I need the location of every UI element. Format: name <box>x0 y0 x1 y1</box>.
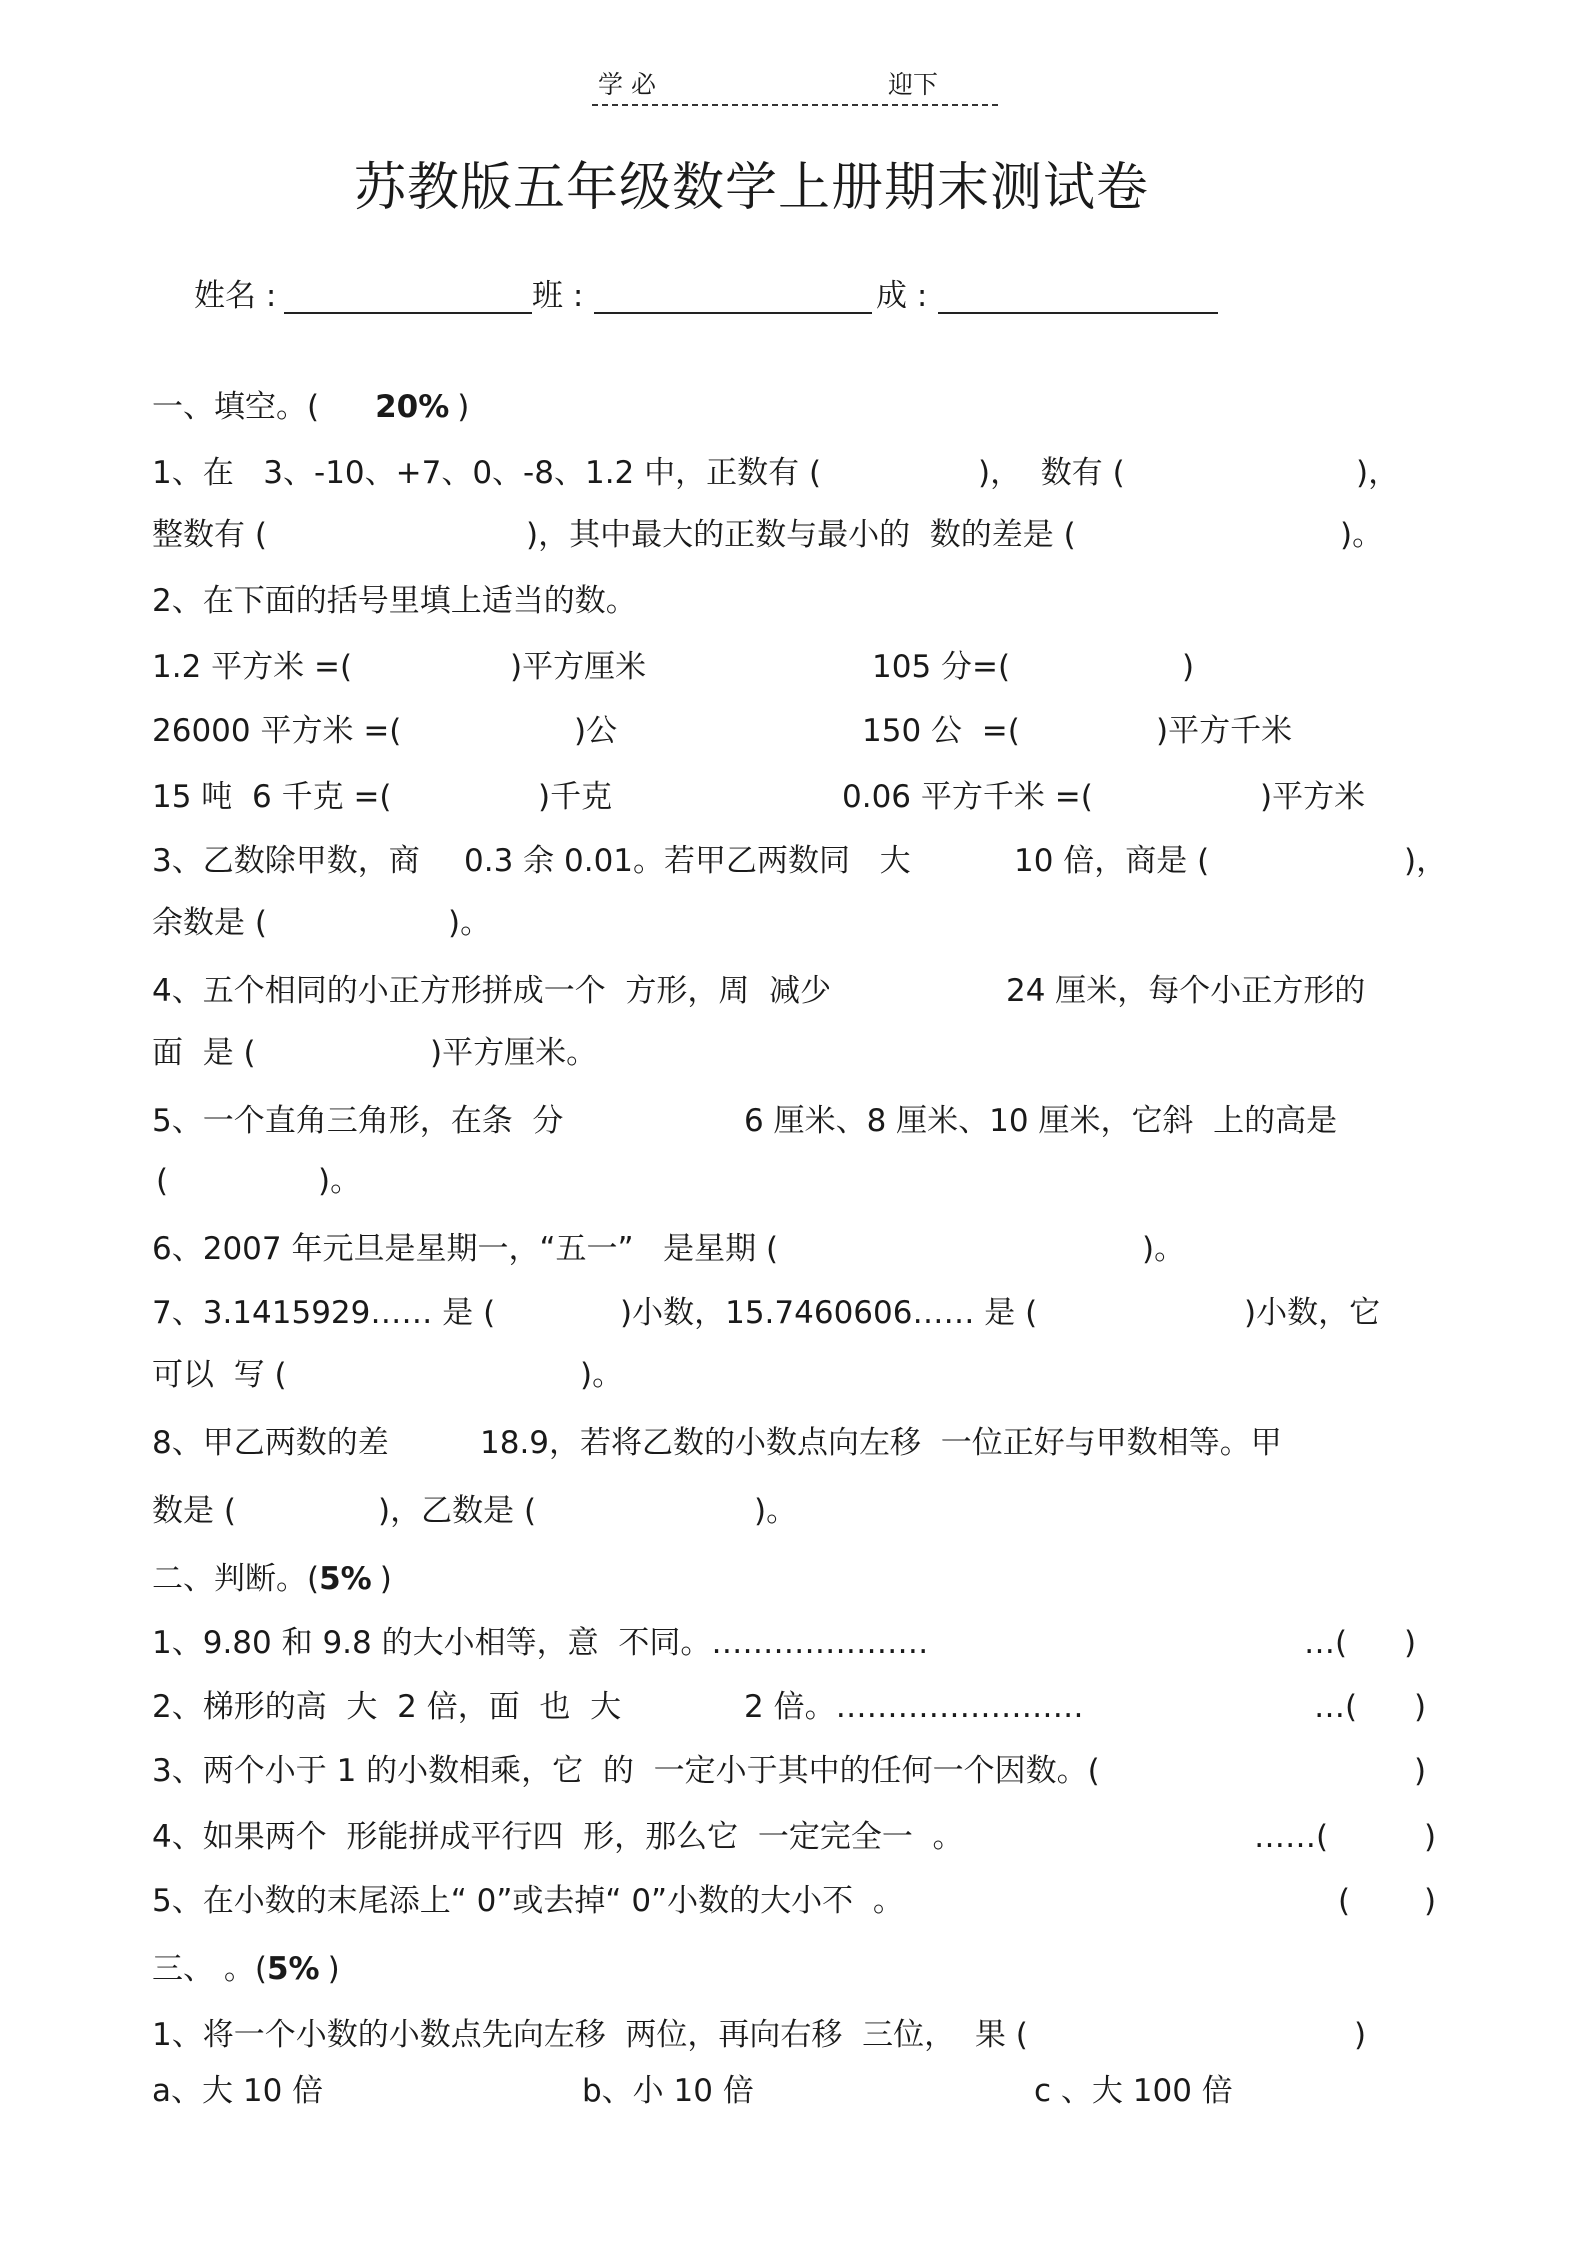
q2a-text-2: )平方厘米 <box>510 649 647 685</box>
header-left-word: 学 必 <box>598 70 656 99</box>
choice-option-c[interactable]: c 、大 100 倍 <box>1034 2073 1233 2109</box>
class-label: 班 : <box>532 278 584 314</box>
judge-3-text: 3、两个小于 1 的小数相乘，它 的 一定小于其中的任何一个因数。( <box>152 1753 1100 1789</box>
judge-5-close: ) <box>1424 1883 1437 1919</box>
q7-text-3: )小数，它 <box>1244 1295 1381 1331</box>
name-label: 姓名 : <box>194 278 277 314</box>
q2-text: 2、在下面的括号里填上适当的数。 <box>152 583 637 619</box>
q1-line2-text-1: 整数有 ( <box>152 517 267 553</box>
choice-option-a[interactable]: a、大 10 倍 <box>152 2073 324 2109</box>
q1-text-2: )， 数有 ( <box>978 455 1125 491</box>
choice-1-close: ) <box>1354 2017 1367 2053</box>
q4-line2-text-1: 面 是 ( <box>152 1035 256 1071</box>
judge-2-close: ) <box>1414 1689 1427 1725</box>
score-label: 成 : <box>876 278 928 314</box>
q6-text-2: )。 <box>1142 1231 1186 1267</box>
judge-5-open: ( <box>1338 1883 1351 1919</box>
judge-5-text: 5、在小数的末尾添上“ 0”或去掉“ 0”小数的大小不 。 <box>152 1883 904 1919</box>
q5-line2-text-2: )。 <box>318 1163 362 1199</box>
q2c-text-4: )平方米 <box>1260 779 1366 815</box>
judge-1-dots: …( <box>1304 1625 1348 1661</box>
judge-3-close: ) <box>1414 1753 1427 1789</box>
name-field[interactable] <box>284 312 532 314</box>
q1-text-1: 1、在 3、-10、+7、0、-8、1.2 中，正数有 ( <box>152 455 822 491</box>
choice-option-b[interactable]: b、小 10 倍 <box>582 2073 754 2109</box>
q8-line2-text-1: 数是 ( <box>152 1493 236 1529</box>
section-1-heading-pre: 一、填空。( <box>152 389 320 425</box>
q3-text-3: 10 倍，商是 ( <box>1014 843 1210 879</box>
q2c-text-3: 0.06 平方千米 =( <box>842 779 1093 815</box>
section-2-heading-post: ) <box>379 1561 392 1597</box>
q7-text-2: )小数，15.7460606…… 是 ( <box>620 1295 1038 1331</box>
q1-line2-text-3: )。 <box>1340 517 1384 553</box>
section-2-percent: 5% <box>319 1561 372 1597</box>
page-title: 苏教版五年级数学上册期末测试卷 <box>354 158 1150 218</box>
q6-text-1: 6、2007 年元旦是星期一，“五一” 是星期 ( <box>152 1231 779 1267</box>
q8-text-1: 8、甲乙两数的差 <box>152 1425 389 1461</box>
q2a-text-1: 1.2 平方米 =( <box>152 649 353 685</box>
judge-1-text: 1、9.80 和 9.8 的大小相等，意 不同。………………… <box>152 1625 929 1661</box>
section-3-heading <box>152 1951 340 1987</box>
q2b-text-1: 26000 平方米 =( <box>152 713 402 749</box>
score-field[interactable] <box>938 312 1218 314</box>
q8-text-2: 18.9，若将乙数的小数点向左移 一位正好与甲数相等。甲 <box>480 1425 1282 1461</box>
q7-line2-text-2: )。 <box>580 1357 624 1393</box>
q4-text-2: 24 厘米，每个小正方形的 <box>1006 973 1366 1009</box>
q2a-text-3: 105 分=( <box>872 649 1011 685</box>
section-3-percent: 5% <box>266 1951 320 1987</box>
judge-4-close: ) <box>1424 1819 1437 1855</box>
q4-text-1: 4、五个相同的小正方形拼成一个 方形，周 减少 <box>152 973 832 1009</box>
choice-1-text: 1、将一个小数的小数点先向左移 两位，再向右移 三位， 果 ( <box>152 2017 1028 2053</box>
q3-text-4: )， <box>1404 843 1448 879</box>
judge-2-dots: …( <box>1314 1689 1358 1725</box>
q2c-text-1: 15 吨 6 千克 =( <box>152 779 392 815</box>
header-right-word: 迎下 <box>888 70 939 99</box>
q5-text-2: 6 厘米、8 厘米、10 厘米，它斜 上的高是 <box>744 1103 1338 1139</box>
q7-line2-text-1: 可以 写 ( <box>152 1357 287 1393</box>
q7-text-1: 7、3.1415929…… 是 ( <box>152 1295 496 1331</box>
section-2-heading <box>152 1561 392 1597</box>
q3-line2-text-1: 余数是 ( <box>152 905 267 941</box>
q8-line2-text-3: )。 <box>754 1493 798 1529</box>
q3-text-2: 0.3 余 0.01。若甲乙两数同 大 <box>464 843 911 879</box>
section-3-heading-post: ) <box>327 1951 340 1987</box>
section-2-heading-pre: 二、判断。( <box>152 1561 320 1597</box>
q5-line2-text-1: ( <box>156 1163 169 1199</box>
q2b-text-4: )平方千米 <box>1156 713 1293 749</box>
judge-1-close: ) <box>1404 1625 1417 1661</box>
q2b-text-3: 150 公 =( <box>862 713 1020 749</box>
judge-2-text-2: 2 倍。…………………… <box>744 1689 1084 1725</box>
section-1-percent: 20% <box>375 389 450 425</box>
section-1-heading <box>152 389 470 425</box>
q3-line2-text-2: )。 <box>448 905 492 941</box>
q2a-text-4: ) <box>1182 649 1195 685</box>
section-1-heading-post: ) <box>457 389 470 425</box>
section-3-heading-pre: 三、 。( <box>152 1951 267 1987</box>
q2c-text-2: )千克 <box>538 779 613 815</box>
q1-text-3: )， <box>1356 455 1400 491</box>
q4-line2-text-2: )平方厘米。 <box>430 1035 598 1071</box>
judge-4-dots: ……( <box>1254 1819 1329 1855</box>
judge-4-text: 4、如果两个 形能拼成平行四 形，那么它 一定完全一 。 <box>152 1819 964 1855</box>
judge-2-text-1: 2、梯形的高 大 2 倍，面 也 大 <box>152 1689 622 1725</box>
header-dashed-rule <box>592 104 998 106</box>
q1-line2-text-2: )，其中最大的正数与最小的 数的差是 ( <box>526 517 1076 553</box>
q8-line2-text-2: )，乙数是 ( <box>378 1493 537 1529</box>
class-field[interactable] <box>594 312 872 314</box>
q3-text-1: 3、乙数除甲数，商 <box>152 843 420 879</box>
q5-text-1: 5、一个直角三角形，在条 分 <box>152 1103 564 1139</box>
q2b-text-2: )公 <box>574 713 618 749</box>
